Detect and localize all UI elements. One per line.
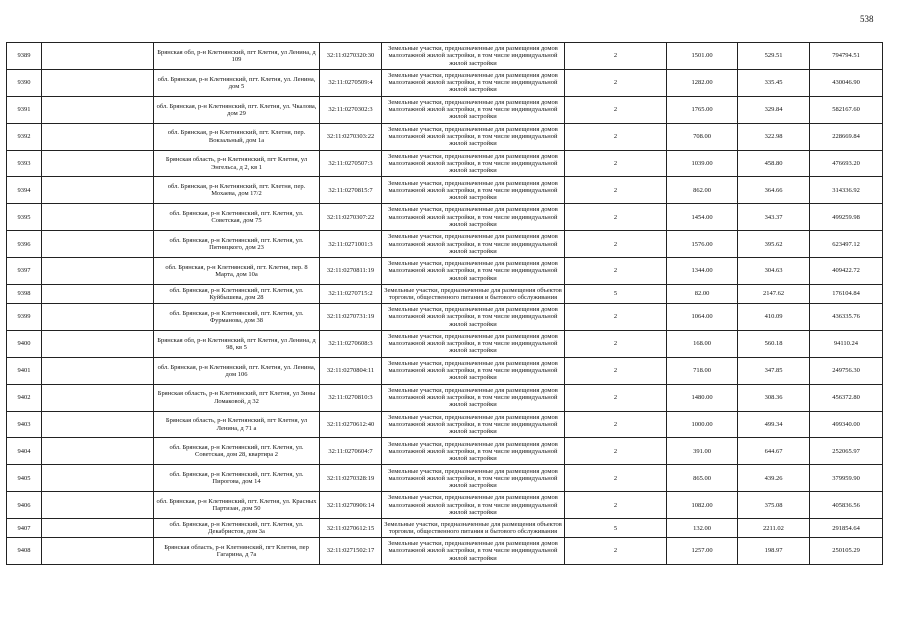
cadastral-value-cell: 499259.98 <box>810 204 883 231</box>
row-id-cell: 9389 <box>7 43 42 70</box>
unit-price-cell: 439.26 <box>738 465 810 492</box>
empty-cell <box>42 519 154 538</box>
group-cell: 5 <box>565 285 667 304</box>
address-cell: обл. Брянская, р-н Клетнянский, пгт. Клетня, ул. Ленина, дом 5 <box>154 69 320 96</box>
land-use-cell: Земельные участки, предназначенные для размещения домов малоэтажной жилой застройки, в том числе индивидуальной жилой застройки <box>382 465 565 492</box>
cadastral-value-cell: 476693.20 <box>810 150 883 177</box>
empty-cell <box>42 438 154 465</box>
table-row <box>7 231 883 258</box>
empty-cell <box>42 384 154 411</box>
cadastral-number-cell: 32:11:0270328:19 <box>320 465 382 492</box>
land-use-cell: Земельные участки, предназначенные для размещения домов малоэтажной жилой застройки, в том числе индивидуальной жилой застройки <box>382 43 565 70</box>
page-number: 538 <box>860 14 874 24</box>
table-row <box>7 357 883 384</box>
empty-cell <box>42 538 154 565</box>
cadastral-number-cell: 32:11:0270906:14 <box>320 492 382 519</box>
row-id-cell: 9390 <box>7 69 42 96</box>
empty-cell <box>42 204 154 231</box>
address-cell: обл. Брянская, р-н Клетнянский, пгт. Клетня, ул. Красных Партизан, дом 50 <box>154 492 320 519</box>
address-cell: Брянская область, р-н Клетнянский, пгт Клетня, ул Зины Ломаковой, д 32 <box>154 384 320 411</box>
area-cell: 865.00 <box>667 465 738 492</box>
address-cell: обл. Брянская, р-н Клетнянский, пгт. Клетня, ул. Пирогова, дом 14 <box>154 465 320 492</box>
cadastral-number-cell: 32:11:0270320:30 <box>320 43 382 70</box>
address-cell: Брянская область, р-н Клетнянский, пгт Клетня, ул Ленина, д 71 а <box>154 411 320 438</box>
cadastral-number-cell: 32:11:0270811:19 <box>320 258 382 285</box>
land-use-cell: Земельные участки, предназначенные для размещения объектов торговли, общественного питания и бытового обслуживания <box>382 285 565 304</box>
unit-price-cell: 2211.02 <box>738 519 810 538</box>
table-row <box>7 438 883 465</box>
cadastral-number-cell: 32:11:0270604:7 <box>320 438 382 465</box>
empty-cell <box>42 357 154 384</box>
group-cell: 2 <box>565 177 667 204</box>
table-row <box>7 304 883 331</box>
cadastral-number-cell: 32:11:0270804:11 <box>320 357 382 384</box>
cadastral-number-cell: 32:11:0270302:3 <box>320 96 382 123</box>
cadastral-value-cell: 430046.90 <box>810 69 883 96</box>
row-id-cell: 9396 <box>7 231 42 258</box>
unit-price-cell: 347.85 <box>738 357 810 384</box>
land-use-cell: Земельные участки, предназначенные для размещения домов малоэтажной жилой застройки, в том числе индивидуальной жилой застройки <box>382 357 565 384</box>
table-row <box>7 150 883 177</box>
table-row <box>7 177 883 204</box>
empty-cell <box>42 330 154 357</box>
area-cell: 1282.00 <box>667 69 738 96</box>
unit-price-cell: 375.08 <box>738 492 810 519</box>
group-cell: 2 <box>565 69 667 96</box>
address-cell: обл. Брянская, р-н Клетнянский, пгт. Клетня, ул. Куйбышева, дом 28 <box>154 285 320 304</box>
cadastral-number-cell: 32:11:0270509:4 <box>320 69 382 96</box>
cadastral-number-cell: 32:11:0271502:17 <box>320 538 382 565</box>
address-cell: Брянская область, р-н Клетнянский, пгт Клетня, ул Энгельса, д 2, кв 1 <box>154 150 320 177</box>
land-use-cell: Земельные участки, предназначенные для размещения домов малоэтажной жилой застройки, в том числе индивидуальной жилой застройки <box>382 177 565 204</box>
cadastral-value-cell: 314336.92 <box>810 177 883 204</box>
table-row <box>7 285 883 304</box>
row-id-cell: 9395 <box>7 204 42 231</box>
group-cell: 2 <box>565 231 667 258</box>
unit-price-cell: 308.36 <box>738 384 810 411</box>
unit-price-cell: 644.67 <box>738 438 810 465</box>
unit-price-cell: 335.45 <box>738 69 810 96</box>
area-cell: 1344.00 <box>667 258 738 285</box>
land-use-cell: Земельные участки, предназначенные для размещения домов малоэтажной жилой застройки, в том числе индивидуальной жилой застройки <box>382 150 565 177</box>
cadastral-value-cell: 409422.72 <box>810 258 883 285</box>
table-row <box>7 384 883 411</box>
group-cell: 2 <box>565 465 667 492</box>
empty-cell <box>42 96 154 123</box>
cadastral-number-cell: 32:11:0270307:22 <box>320 204 382 231</box>
address-cell: обл. Брянская, р-н Клетнянский, пгт. Клетня, пер. Мохаева, дом 17/2 <box>154 177 320 204</box>
row-id-cell: 9392 <box>7 123 42 150</box>
empty-cell <box>42 177 154 204</box>
empty-cell <box>42 150 154 177</box>
row-id-cell: 9404 <box>7 438 42 465</box>
registry-body <box>7 43 883 565</box>
cadastral-number-cell: 32:11:0270810:3 <box>320 384 382 411</box>
table-row <box>7 519 883 538</box>
cadastral-value-cell: 499340.00 <box>810 411 883 438</box>
cadastral-value-cell: 582167.60 <box>810 96 883 123</box>
cadastral-number-cell: 32:11:0270507:3 <box>320 150 382 177</box>
row-id-cell: 9406 <box>7 492 42 519</box>
land-use-cell: Земельные участки, предназначенные для размещения домов малоэтажной жилой застройки, в том числе индивидуальной жилой застройки <box>382 96 565 123</box>
cadastral-value-cell: 436335.76 <box>810 304 883 331</box>
group-cell: 2 <box>565 330 667 357</box>
table-row <box>7 258 883 285</box>
area-cell: 862.00 <box>667 177 738 204</box>
address-cell: обл. Брянская, р-н Клетнянский, пгт. Клетня, ул. Советская, дом 75 <box>154 204 320 231</box>
unit-price-cell: 529.51 <box>738 43 810 70</box>
cadastral-number-cell: 32:11:0270612:15 <box>320 519 382 538</box>
area-cell: 1039.00 <box>667 150 738 177</box>
address-cell: обл. Брянская, р-н Клетнянский, пгт. Клетня, ул. Декабристов, дом 3а <box>154 519 320 538</box>
row-id-cell: 9403 <box>7 411 42 438</box>
empty-cell <box>42 43 154 70</box>
land-use-cell: Земельные участки, предназначенные для размещения домов малоэтажной жилой застройки, в том числе индивидуальной жилой застройки <box>382 123 565 150</box>
cadastral-value-cell: 94110.24 <box>810 330 883 357</box>
area-cell: 391.00 <box>667 438 738 465</box>
cadastral-number-cell: 32:11:0271001:3 <box>320 231 382 258</box>
land-use-cell: Земельные участки, предназначенные для размещения домов малоэтажной жилой застройки, в том числе индивидуальной жилой застройки <box>382 492 565 519</box>
area-cell: 1454.00 <box>667 204 738 231</box>
area-cell: 718.00 <box>667 357 738 384</box>
row-id-cell: 9401 <box>7 357 42 384</box>
cadastral-value-cell: 405836.56 <box>810 492 883 519</box>
table-row <box>7 69 883 96</box>
area-cell: 132.00 <box>667 519 738 538</box>
land-use-cell: Земельные участки, предназначенные для размещения домов малоэтажной жилой застройки, в том числе индивидуальной жилой застройки <box>382 438 565 465</box>
area-cell: 168.00 <box>667 330 738 357</box>
table-row <box>7 411 883 438</box>
cadastral-value-cell: 794794.51 <box>810 43 883 70</box>
empty-cell <box>42 411 154 438</box>
unit-price-cell: 2147.62 <box>738 285 810 304</box>
land-use-cell: Земельные участки, предназначенные для размещения домов малоэтажной жилой застройки, в том числе индивидуальной жилой застройки <box>382 304 565 331</box>
address-cell: обл. Брянская, р-н Клетнянский, пгт. Клетня, ул. Ленина, дом 106 <box>154 357 320 384</box>
cadastral-value-cell: 250105.29 <box>810 538 883 565</box>
cadastral-value-cell: 249756.30 <box>810 357 883 384</box>
group-cell: 2 <box>565 538 667 565</box>
area-cell: 1064.00 <box>667 304 738 331</box>
group-cell: 2 <box>565 258 667 285</box>
row-id-cell: 9394 <box>7 177 42 204</box>
empty-cell <box>42 285 154 304</box>
unit-price-cell: 458.80 <box>738 150 810 177</box>
cadastral-value-cell: 379959.90 <box>810 465 883 492</box>
group-cell: 2 <box>565 384 667 411</box>
land-use-cell: Земельные участки, предназначенные для размещения домов малоэтажной жилой застройки, в том числе индивидуальной жилой застройки <box>382 411 565 438</box>
group-cell: 2 <box>565 304 667 331</box>
table-row <box>7 204 883 231</box>
unit-price-cell: 499.34 <box>738 411 810 438</box>
registry-table <box>6 42 883 565</box>
empty-cell <box>42 69 154 96</box>
cadastral-value-cell: 252065.97 <box>810 438 883 465</box>
land-use-cell: Земельные участки, предназначенные для размещения домов малоэтажной жилой застройки, в том числе индивидуальной жилой застройки <box>382 538 565 565</box>
land-use-cell: Земельные участки, предназначенные для размещения домов малоэтажной жилой застройки, в том числе индивидуальной жилой застройки <box>382 384 565 411</box>
row-id-cell: 9402 <box>7 384 42 411</box>
cadastral-value-cell: 176104.84 <box>810 285 883 304</box>
row-id-cell: 9398 <box>7 285 42 304</box>
area-cell: 1480.00 <box>667 384 738 411</box>
group-cell: 2 <box>565 43 667 70</box>
unit-price-cell: 560.18 <box>738 330 810 357</box>
area-cell: 1000.00 <box>667 411 738 438</box>
row-id-cell: 9397 <box>7 258 42 285</box>
table-row <box>7 330 883 357</box>
cadastral-value-cell: 228669.84 <box>810 123 883 150</box>
address-cell: обл. Брянская, р-н Клетнянский, пгт. Клетня, пер. 8 Марта, дом 10а <box>154 258 320 285</box>
empty-cell <box>42 258 154 285</box>
area-cell: 708.00 <box>667 123 738 150</box>
group-cell: 2 <box>565 357 667 384</box>
group-cell: 2 <box>565 204 667 231</box>
empty-cell <box>42 123 154 150</box>
area-cell: 1576.00 <box>667 231 738 258</box>
empty-cell <box>42 492 154 519</box>
area-cell: 1257.00 <box>667 538 738 565</box>
unit-price-cell: 322.98 <box>738 123 810 150</box>
cadastral-number-cell: 32:11:0270303:22 <box>320 123 382 150</box>
group-cell: 2 <box>565 438 667 465</box>
cadastral-number-cell: 32:11:0270731:19 <box>320 304 382 331</box>
land-use-cell: Земельные участки, предназначенные для размещения домов малоэтажной жилой застройки, в том числе индивидуальной жилой застройки <box>382 231 565 258</box>
address-cell: обл. Брянская, р-н Клетнянский, пгт. Клетня, пер. Вокзальный, дом 1а <box>154 123 320 150</box>
area-cell: 1765.00 <box>667 96 738 123</box>
land-use-cell: Земельные участки, предназначенные для размещения объектов торговли, общественного питания и бытового обслуживания <box>382 519 565 538</box>
row-id-cell: 9399 <box>7 304 42 331</box>
group-cell: 2 <box>565 492 667 519</box>
address-cell: Брянская область, р-н Клетнянский, пгт Клетня, пер Гагарина, д 7а <box>154 538 320 565</box>
row-id-cell: 9400 <box>7 330 42 357</box>
row-id-cell: 9393 <box>7 150 42 177</box>
table-row <box>7 96 883 123</box>
address-cell: обл. Брянская, р-н Клетнянский, пгт. Клетня, ул. Чкалова, дом 29 <box>154 96 320 123</box>
unit-price-cell: 343.37 <box>738 204 810 231</box>
unit-price-cell: 395.62 <box>738 231 810 258</box>
row-id-cell: 9408 <box>7 538 42 565</box>
land-use-cell: Земельные участки, предназначенные для размещения домов малоэтажной жилой застройки, в том числе индивидуальной жилой застройки <box>382 258 565 285</box>
unit-price-cell: 198.97 <box>738 538 810 565</box>
address-cell: обл. Брянская, р-н Клетнянский, пгт. Клетня, ул. Фурманова, дом 38 <box>154 304 320 331</box>
group-cell: 2 <box>565 96 667 123</box>
cadastral-value-cell: 456372.80 <box>810 384 883 411</box>
table-row <box>7 465 883 492</box>
row-id-cell: 9407 <box>7 519 42 538</box>
land-use-cell: Земельные участки, предназначенные для размещения домов малоэтажной жилой застройки, в том числе индивидуальной жилой застройки <box>382 69 565 96</box>
cadastral-number-cell: 32:11:0270715:2 <box>320 285 382 304</box>
area-cell: 1501.00 <box>667 43 738 70</box>
unit-price-cell: 304.63 <box>738 258 810 285</box>
group-cell: 5 <box>565 519 667 538</box>
empty-cell <box>42 304 154 331</box>
empty-cell <box>42 465 154 492</box>
cadastral-value-cell: 623497.12 <box>810 231 883 258</box>
land-use-cell: Земельные участки, предназначенные для размещения домов малоэтажной жилой застройки, в том числе индивидуальной жилой застройки <box>382 330 565 357</box>
group-cell: 2 <box>565 123 667 150</box>
cadastral-value-cell: 291854.64 <box>810 519 883 538</box>
area-cell: 1082.00 <box>667 492 738 519</box>
land-use-cell: Земельные участки, предназначенные для размещения домов малоэтажной жилой застройки, в том числе индивидуальной жилой застройки <box>382 204 565 231</box>
table-row <box>7 538 883 565</box>
cadastral-number-cell: 32:11:0270608:3 <box>320 330 382 357</box>
row-id-cell: 9391 <box>7 96 42 123</box>
address-cell: Брянская обл, р-н Клетнянский, пгт Клетня, ул Ленина, д 98, кв 5 <box>154 330 320 357</box>
cadastral-number-cell: 32:11:0270612:40 <box>320 411 382 438</box>
table-row <box>7 492 883 519</box>
address-cell: обл. Брянская, р-н Клетнянский, пгт. Клетня, ул. Советская, дом 28, квартира 2 <box>154 438 320 465</box>
table-row <box>7 43 883 70</box>
table-row <box>7 123 883 150</box>
cadastral-number-cell: 32:11:0270815:7 <box>320 177 382 204</box>
address-cell: Брянская обл, р-н Клетнянский, пгт Клетня, ул Ленина, д 109 <box>154 43 320 70</box>
unit-price-cell: 410.09 <box>738 304 810 331</box>
unit-price-cell: 329.84 <box>738 96 810 123</box>
group-cell: 2 <box>565 150 667 177</box>
area-cell: 82.00 <box>667 285 738 304</box>
group-cell: 2 <box>565 411 667 438</box>
empty-cell <box>42 231 154 258</box>
address-cell: обл. Брянская, р-н Клетнянский, пгт. Клетня, ул. Пятницкого, дом 23 <box>154 231 320 258</box>
row-id-cell: 9405 <box>7 465 42 492</box>
unit-price-cell: 364.66 <box>738 177 810 204</box>
